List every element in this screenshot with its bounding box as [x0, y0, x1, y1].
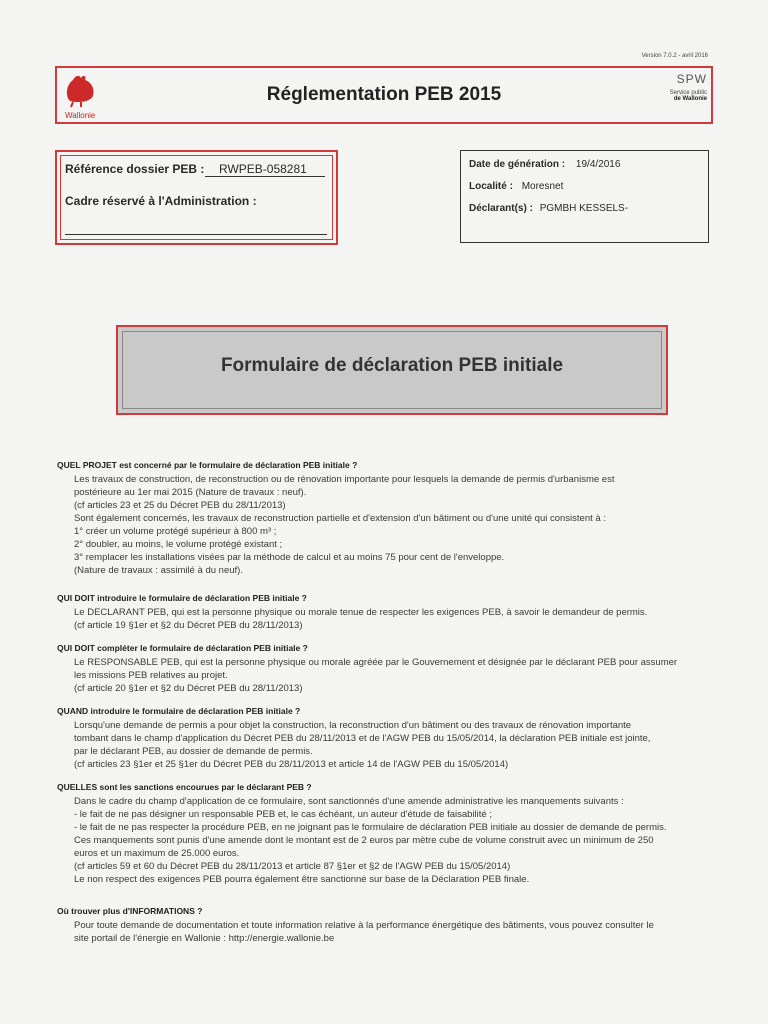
section-body	[57, 473, 717, 577]
section-question: QUI DOIT introduire le formulaire de déclaration PEB initiale ?	[57, 593, 307, 603]
spw-name: SPW	[676, 72, 707, 86]
text-line: tombant dans le champ d'application du Décret PEB du 28/11/2013 et de l'AGW PEB du 15/05/2014, la déclaration PEB initiale est jointe,	[74, 733, 651, 744]
header-box	[55, 66, 713, 124]
text-line: Le RESPONSABLE PEB, qui est la personne physique ou morale agréée par le Gouvernement et désignée par le déclarant PEB pour assumer	[74, 657, 678, 668]
section-question: QUELLES sont les sanctions encourues par le déclarant PEB ?	[57, 782, 312, 792]
text-line: (cf articles 59 et 60 du Décret PEB du 28/11/2013 et article 87 §1er et §2 de l'AGW PEB du 15/05/2014)	[74, 861, 511, 872]
localite-label: Localité :	[469, 181, 513, 192]
page-title: Réglementation PEB 2015	[266, 84, 502, 105]
text-line: (cf article 20 §1er et §2 du Décret PEB du 28/11/2013)	[74, 683, 303, 694]
section-question: QUAND introduire le formulaire de déclaration PEB initiale ?	[57, 706, 301, 716]
form-title: Formulaire de déclaration PEB initiale	[220, 355, 564, 376]
section-question: Où trouver plus d'INFORMATIONS ?	[57, 906, 203, 916]
reference-label: Référence dossier PEB :	[65, 162, 205, 176]
text-line: Sont également concernés, les travaux de reconstruction partielle et d'extension d'un bâtiment ou d'une unité qui consistent à :	[74, 513, 606, 524]
text-line: 3° remplacer les installations visées par la méthode de calcul et au moins 75 pour cent de l'enveloppe.	[74, 552, 505, 563]
form-banner	[116, 325, 668, 415]
section-body	[57, 606, 717, 632]
section-quand	[57, 706, 717, 771]
text-line: 1° créer un volume protégé supérieur à 800 m³ ;	[74, 526, 277, 537]
reference-box	[55, 150, 338, 245]
admin-label: Cadre réservé à l'Administration :	[65, 194, 257, 208]
admin-line	[65, 234, 327, 235]
version-label: Version 7.0.2 - avril 2016	[641, 53, 708, 59]
text-line: euros et un maximum de 25.000 euros.	[74, 848, 240, 859]
declarant-value: PGMBH KESSELS-	[539, 203, 629, 214]
wallonie-caption: Wallonie	[65, 111, 96, 120]
section-projet	[57, 460, 717, 577]
text-line: Dans le cadre du champ d'application de ce formulaire, sont sanctionnés d'une amende administrative les manquements suivants :	[74, 796, 624, 807]
text-line: - le fait de ne pas respecter la procédure PEB, en ne joignant pas le formulaire de déclaration PEB initiale au dossier de demande de permis.	[74, 822, 667, 833]
text-line: Le non respect des exigences PEB pourra également être sanctionné sur base de la Déclaration PEB finale.	[74, 874, 530, 885]
section-body	[57, 656, 717, 695]
text-line: Pour toute demande de documentation et toute information relative à la performance énergétique des bâtiments, vous pouvez consulter le	[74, 920, 654, 931]
declarant-label: Déclarant(s) :	[469, 203, 533, 214]
date-label: Date de génération :	[469, 159, 566, 170]
section-completer	[57, 643, 717, 695]
text-line: (Nature de travaux : assimilé à du neuf).	[74, 565, 243, 576]
text-line: Lorsqu'une demande de permis a pour objet la construction, la reconstruction d'un bâtiment ou des travaux de rénovation importante	[74, 720, 632, 731]
info-box	[460, 150, 709, 243]
spw-line2: de Wallonie	[673, 96, 707, 102]
reference-value: RWPEB-058281	[205, 162, 325, 177]
text-line: (cf articles 23 et 25 du Décret PEB du 28/11/2013)	[74, 500, 286, 511]
text-line: site portail de l'énergie en Wallonie : http://energie.wallonie.be	[74, 933, 335, 944]
text-line: postérieure au 1er mai 2015 (Nature de travaux : neuf).	[74, 487, 307, 498]
spw-line1: Service public	[669, 90, 707, 96]
localite-value: Moresnet	[521, 181, 564, 192]
section-question: QUEL PROJET est concerné par le formulaire de déclaration PEB initiale ?	[57, 460, 358, 470]
section-informations	[57, 906, 717, 945]
text-line: (cf articles 23 §1er et 25 §1er du Décret PEB du 28/11/2013 et article 14 de l'AGW PEB du 15/05/2014)	[74, 759, 509, 770]
text-line: (cf article 19 §1er et §2 du Décret PEB du 28/11/2013)	[74, 620, 303, 631]
section-body	[57, 719, 717, 771]
text-line: - le fait de ne pas désigner un responsable PEB et, le cas échéant, un auteur d'étude de faisabilité ;	[74, 809, 492, 820]
text-line: les missions PEB relatives au projet.	[74, 670, 228, 681]
text-line: par le déclarant PEB, au dossier de demande de permis.	[74, 746, 313, 757]
date-value: 19/4/2016	[575, 159, 621, 170]
text-line: Les travaux de construction, de reconstruction ou de rénovation importante pour lesquels la demande de permis d'urbanisme est	[74, 474, 615, 485]
section-introduire	[57, 593, 717, 632]
section-body	[57, 919, 717, 945]
text-line: 2° doubler, au moins, le volume protégé existant ;	[74, 539, 283, 550]
section-sanctions	[57, 782, 717, 886]
text-line: Ces manquements sont punis d'une amende dont le montant est de 2 euros par mètre cube de volume construit avec un minimum de 250	[74, 835, 654, 846]
text-line: Le DECLARANT PEB, qui est la personne physique ou morale tenue de respecter les exigences PEB, à savoir le demandeur de permis.	[74, 607, 648, 618]
spw-logo	[647, 72, 707, 122]
section-question: QUI DOIT compléter le formulaire de déclaration PEB initiale ?	[57, 643, 308, 653]
section-body	[57, 795, 717, 886]
